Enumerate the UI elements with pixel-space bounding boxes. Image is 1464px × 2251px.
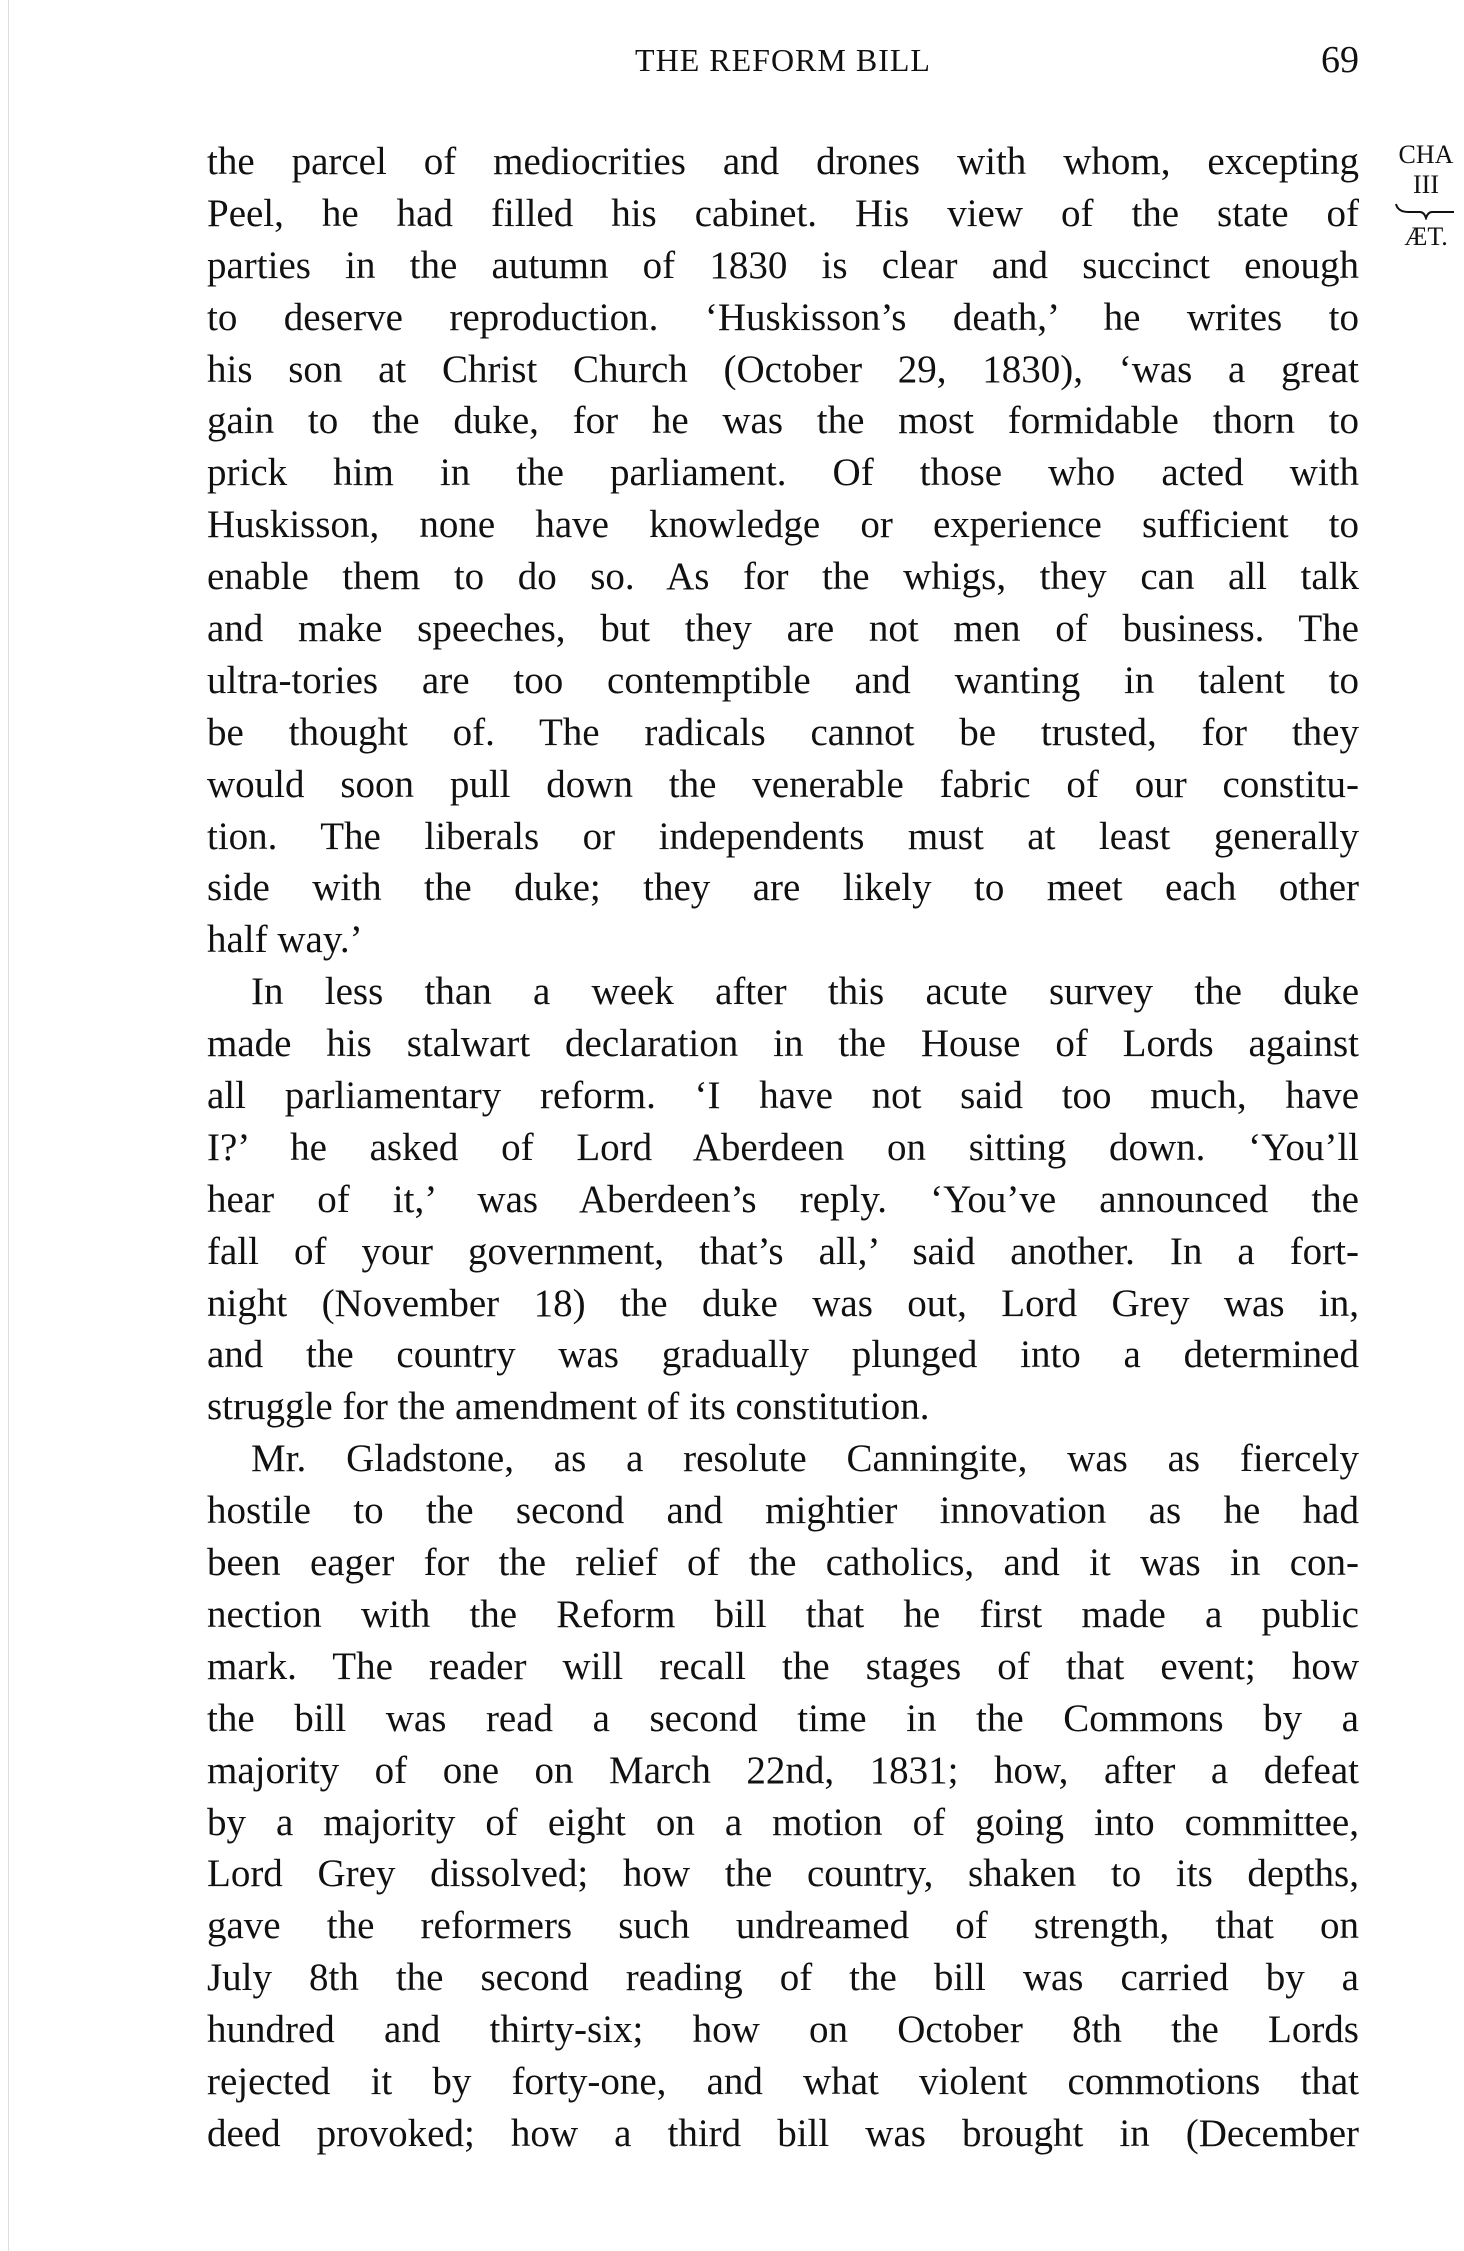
text-line: been eager for the relief of the catholics, and it was in con- <box>207 1541 1359 1585</box>
text-line: Huskisson, none have knowledge or experience sufficient to <box>207 503 1359 547</box>
text-line: the bill was read a second time in the Commons by a <box>207 1696 1359 1740</box>
text-line: deed provoked; how a third bill was brought in (December <box>207 2111 1359 2155</box>
text-line: rejected it by forty-one, and what violent commotions that <box>207 2059 1359 2103</box>
text-line: tion. The liberals or independents must at least generally <box>207 814 1359 858</box>
text-line: fall of your government, that’s all,’ said another. In a fort- <box>207 1229 1359 1273</box>
body-text <box>207 136 1359 2160</box>
text-line: half way.’ <box>207 918 363 962</box>
text-line: Mr. Gladstone, as a resolute Canningite, was as fiercely <box>251 1437 1359 1481</box>
text-line: side with the duke; they are likely to meet each other <box>207 866 1359 910</box>
text-line: to deserve reproduction. ‘Huskisson’s death,’ he writes to <box>207 295 1359 339</box>
page-edge <box>8 0 9 2251</box>
brace-icon <box>1394 202 1454 220</box>
text-line: hear of it,’ was Aberdeen’s reply. ‘You’ve announced the <box>207 1177 1359 1221</box>
margin-chapter: CHA <box>1398 140 1454 169</box>
text-line: parties in the autumn of 1830 is clear and succinct enough <box>207 243 1359 287</box>
text-line: ultra-tories are too contemptible and wanting in talent to <box>207 658 1359 702</box>
text-line: the parcel of mediocrities and drones with whom, excepting <box>207 140 1359 183</box>
text-line: be thought of. The radicals cannot be trusted, for they <box>207 710 1359 754</box>
text-line: July 8th the second reading of the bill was carried by a <box>207 1956 1359 2000</box>
text-line: hundred and thirty-six; how on October 8th the Lords <box>207 2008 1359 2052</box>
text-line: majority of one on March 22nd, 1831; how, after a defeat <box>207 1748 1359 1792</box>
text-line: by a majority of eight on a motion of going into committee, <box>207 1800 1359 1844</box>
text-line: nection with the Reform bill that he first made a public <box>207 1592 1359 1636</box>
margin-age: ÆT. <box>1404 222 1448 251</box>
text-line: night (November 18) the duke was out, Lord Grey was in, <box>207 1281 1359 1325</box>
text-line: In less than a week after this acute survey the duke <box>251 970 1359 1014</box>
text-line: gain to the duke, for he was the most formidable thorn to <box>207 399 1359 443</box>
text-line: his son at Christ Church (October 29, 1830), ‘was a great <box>207 347 1359 391</box>
text-line: mark. The reader will recall the stages of that event; how <box>207 1644 1359 1688</box>
text-line: Peel, he had filled his cabinet. His view of the state of <box>207 191 1359 235</box>
text-line: would soon pull down the venerable fabric of our constitu- <box>207 762 1359 806</box>
running-title: THE REFORM BILL <box>635 42 931 78</box>
text-line: struggle for the amendment of its constitution. <box>207 1385 930 1429</box>
page-number: 69 <box>1321 39 1359 81</box>
text-line: hostile to the second and mightier innovation as he had <box>207 1489 1359 1533</box>
text-line: prick him in the parliament. Of those who acted with <box>207 451 1359 495</box>
margin-chapter-number: III <box>1413 170 1439 199</box>
text-line: and the country was gradually plunged into a determined <box>207 1333 1359 1377</box>
text-line: made his stalwart declaration in the House of Lords against <box>207 1022 1359 1066</box>
text-line: all parliamentary reform. ‘I have not said too much, have <box>207 1074 1359 1118</box>
margin-note <box>1388 140 1464 252</box>
text-line: enable them to do so. As for the whigs, they can all talk <box>207 555 1359 599</box>
page-header <box>207 39 1359 92</box>
text-line: and make speeches, but they are not men of business. The <box>207 607 1359 651</box>
text-line: I?’ he asked of Lord Aberdeen on sitting down. ‘You’ll <box>207 1125 1359 1169</box>
text-line: Lord Grey dissolved; how the country, shaken to its depths, <box>207 1852 1359 1896</box>
text-line: gave the reformers such undreamed of strength, that on <box>207 1904 1359 1948</box>
